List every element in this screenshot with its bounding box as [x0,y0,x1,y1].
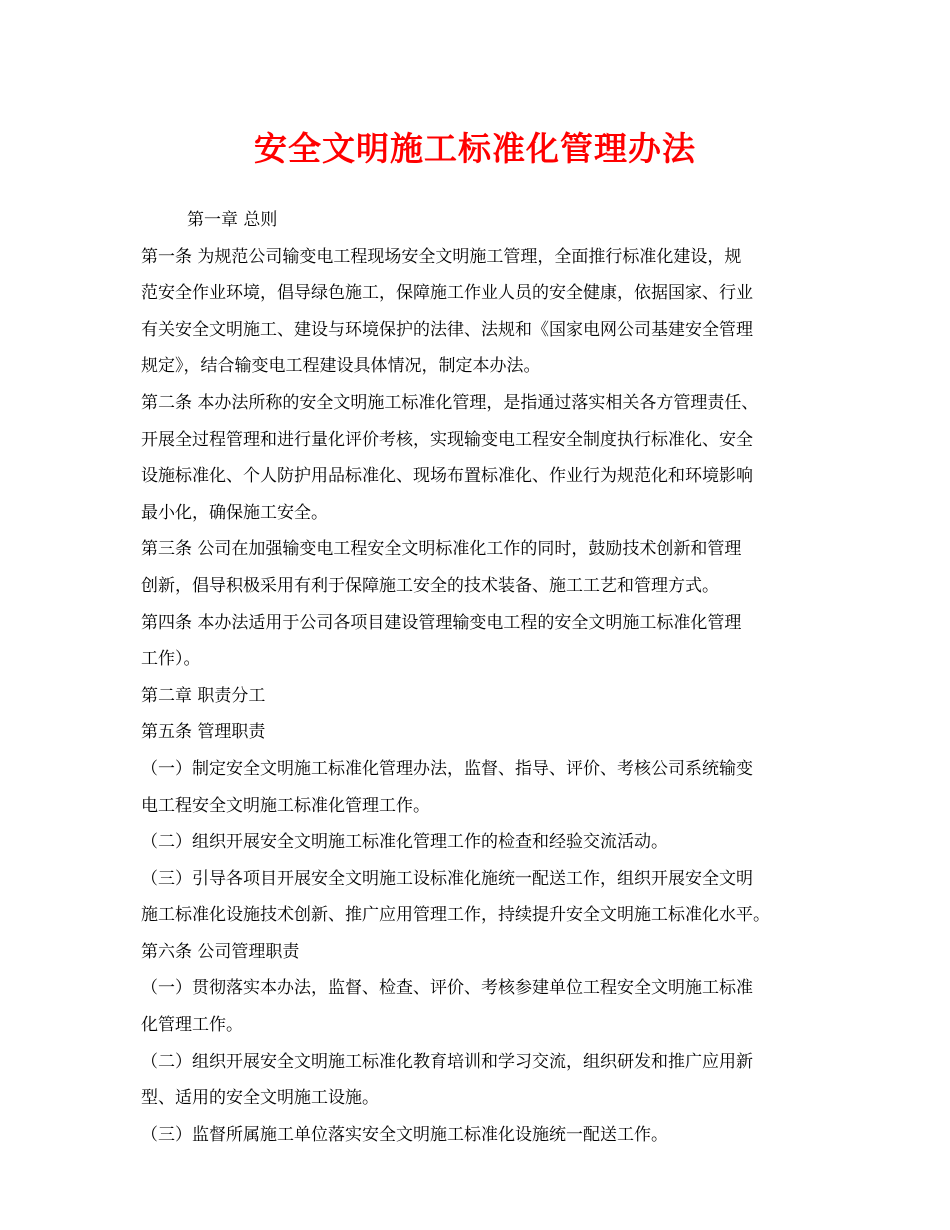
paragraph-line: 最小化，确保施工安全。 [141,502,328,523]
paragraph-line: 第四条 本办法适用于公司各项目建设管理输变电工程的安全文明施工标准化管理 [141,612,742,633]
paragraph-line: 电工程安全文明施工标准化管理工作。 [141,795,430,816]
paragraph-line: 创新，倡导积极采用有利于保障施工安全的技术装备、施工工艺和管理方式。 [141,575,719,596]
chapter-heading: 第二章 职责分工 [141,685,266,706]
paragraph-line: 开展全过程管理和进行量化评价考核，实现输变电工程安全制度执行标准化、安全 [141,429,753,450]
paragraph-line: 第一条 为规范公司输变电工程现场安全文明施工管理，全面推行标准化建设，规 [141,246,742,267]
paragraph-line: 规定》，结合输变电工程建设具体情况，制定本办法。 [141,356,541,377]
paragraph-line: 化管理工作。 [141,1015,243,1036]
document-title: 安全文明施工标准化管理办法 [254,129,696,168]
paragraph-line: （二）组织开展安全文明施工标准化管理工作的检查和经验交流活动。 [141,832,668,853]
paragraph-line: 第二条 本办法所称的安全文明施工标准化管理，是指通过落实相关各方管理责任、 [141,392,759,413]
document-body [141,202,821,1153]
paragraph-line: 有关安全文明施工、建设与环境保护的法律、法规和《国家电网公司基建安全管理 [141,319,753,340]
paragraph-line: 第六条 公司管理职责 [141,941,300,962]
paragraph-line: 第三条 公司在加强输变电工程安全文明标准化工作的同时，鼓励技术创新和管理 [141,539,742,560]
paragraph-line: 第五条 管理职责 [141,722,266,743]
paragraph-line: （一）制定安全文明施工标准化管理办法，监督、指导、评价、考核公司系统输变 [141,758,753,779]
paragraph-line: 施工标准化设施技术创新、推广应用管理工作，持续提升安全文明施工标准化水平。 [141,905,770,926]
paragraph-line: （一）贯彻落实本办法，监督、检查、评价、考核参建单位工程安全文明施工标准 [141,978,753,999]
paragraph-line: （三）监督所属施工单位落实安全文明施工标准化设施统一配送工作。 [141,1124,668,1145]
paragraph-line: 设施标准化、个人防护用品标准化、现场布置标准化、作业行为规范化和环境影响 [141,466,753,487]
chapter-heading: 第一章 总则 [187,210,278,230]
paragraph-line: （二）组织开展安全文明施工标准化教育培训和学习交流，组织研发和推广应用新 [141,1051,753,1072]
paragraph-line: （三）引导各项目开展安全文明施工设标准化施统一配送工作，组织开展安全文明 [141,868,753,889]
paragraph-line: 范安全作业环境，倡导绿色施工，保障施工作业人员的安全健康，依据国家、行业 [141,283,753,304]
paragraph-line: 型、适用的安全文明施工设施。 [141,1088,379,1109]
paragraph-line: 工作）。 [141,649,201,670]
